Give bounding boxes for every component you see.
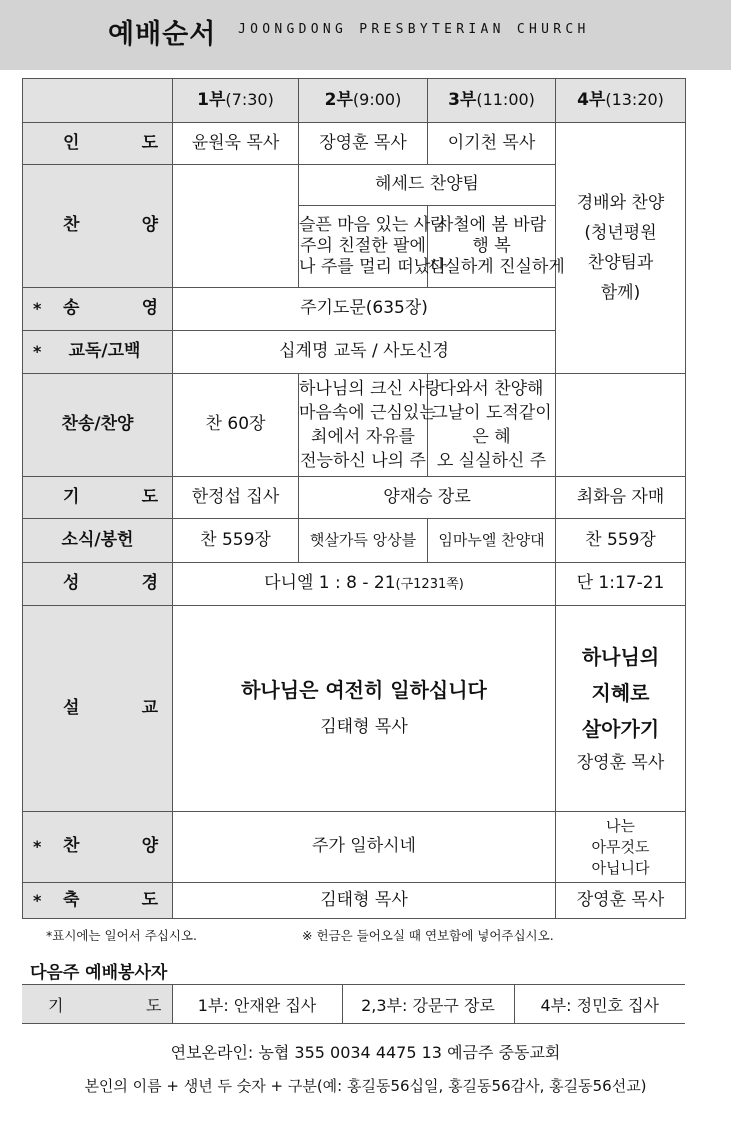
offering-row	[23, 519, 686, 563]
next-week-table	[22, 984, 685, 1024]
next-week-prayer-label: 기 도	[22, 985, 172, 1024]
offering-s3: 임마누엘 찬양대	[428, 519, 556, 563]
service-2-header: 2부(9:00)	[299, 79, 428, 123]
next-week-s1: 1부: 안재완 집사	[172, 985, 342, 1024]
hymn-label: 찬송/찬양	[23, 374, 173, 477]
benediction-label: * 축 도	[23, 883, 173, 919]
prayer-s1: 한정섭 집사	[173, 477, 299, 519]
invocation-s1: 윤원욱 목사	[173, 123, 299, 165]
hymn-s4-empty	[556, 374, 686, 477]
prayer-s23: 양재승 장로	[299, 477, 556, 519]
offering-s1: 찬 559장	[173, 519, 299, 563]
next-week-title: 다음주 예배봉사자	[30, 963, 168, 983]
online-offering-instructions: 본인의 이름 + 생년 두 숫자 + 구분(예: 홍길동56십일, 홍길동56감사, 홍길동56선교)	[84, 1077, 647, 1095]
doxology-value: 주기도문(635장)	[173, 288, 556, 331]
next-week-s23: 2,3부: 강문구 장로	[342, 985, 514, 1024]
service-1-header: 1부(7:30)	[173, 79, 299, 123]
prayer-label: 기 도	[23, 477, 173, 519]
service-4-header: 4부(13:20)	[556, 79, 686, 123]
scripture-s4: 단 1:17-21	[556, 563, 686, 606]
closing-hymn-s4: 나는 아무것도 아닙니다	[556, 812, 686, 883]
scripture-value: 다니엘 1 : 8 - 21(구1231쪽)	[173, 563, 556, 606]
service-header-row	[23, 79, 686, 123]
sermon-label: 설 교	[23, 606, 173, 812]
offering-s2: 햇살가득 앙상블	[299, 519, 428, 563]
next-week-prayer-row	[22, 985, 685, 1024]
closing-hymn-row	[23, 812, 686, 883]
invocation-label: 인 도	[23, 123, 173, 165]
scripture-row	[23, 563, 686, 606]
offering-label: 소식/봉헌	[23, 519, 173, 563]
invocation-row	[23, 123, 686, 165]
benediction-row	[23, 883, 686, 919]
page-title: 예배순서	[108, 19, 217, 50]
invocation-s3: 이기천 목사	[428, 123, 556, 165]
benediction-s4: 장영훈 목사	[556, 883, 686, 919]
worship-order-table	[22, 78, 686, 919]
closing-hymn-value: 주가 일하시네	[173, 812, 556, 883]
praise-s2-songs: 슬픈 마음 있는 사람 주의 친절한 팔에 나 주를 멀리 떠났다	[299, 206, 428, 288]
closing-hymn-label: * 찬 양	[23, 812, 173, 883]
doxology-label: * 송 영	[23, 288, 173, 331]
offering-s4: 찬 559장	[556, 519, 686, 563]
scripture-label: 성 경	[23, 563, 173, 606]
sermon-pastor: 김태형 목사	[320, 717, 408, 738]
prayer-s4: 최화음 자매	[556, 477, 686, 519]
hymn-s3-songs: 다와서 찬양해 그날이 도적같이 은 혜 오 실실하신 주	[428, 374, 556, 477]
header-blank-cell	[23, 79, 173, 123]
creed-value: 십계명 교독 / 사도신경	[173, 331, 556, 374]
sermon-title: 하나님은 여전히 일하십니다	[241, 678, 487, 703]
praise-label: 찬 양	[23, 165, 173, 288]
service-3-header: 3부(11:00)	[428, 79, 556, 123]
invocation-s2: 장영훈 목사	[299, 123, 428, 165]
online-offering-account: 연보온라인: 농협 355 0034 4475 13 예금주 중동교회	[170, 1043, 561, 1062]
sermon-row	[23, 606, 686, 812]
sermon-main	[173, 606, 556, 812]
hymn-s1: 찬 60장	[173, 374, 299, 477]
praise-s3-songs: 사철에 봄 바람 행 복 신실하게 진실하게	[428, 206, 556, 288]
sermon-s4: 하나님의 지혜로 살아가기 장영훈 목사	[556, 606, 686, 812]
standing-note: *표시에는 일어서 주십시오.	[46, 928, 197, 943]
creed-label: * 교독/고백	[23, 331, 173, 374]
next-week-s4: 4부: 정민호 집사	[514, 985, 685, 1024]
church-name: JOONGDONG PRESBYTERIAN CHURCH	[238, 22, 590, 37]
hymn-row	[23, 374, 686, 477]
praise-s1-empty	[173, 165, 299, 288]
page-header	[0, 0, 731, 70]
service-4-praise: 경배와 찬양 (청년평원 찬양팀과 함께)	[556, 123, 686, 374]
prayer-row	[23, 477, 686, 519]
benediction-value: 김태형 목사	[173, 883, 556, 919]
praise-team: 헤세드 찬양팀	[299, 165, 556, 206]
offering-note: ※ 헌금은 들어오실 때 연보함에 넣어주십시오.	[302, 928, 554, 943]
hymn-s2-songs: 하나님의 크신 사랑 마음속에 근심있는 최에서 자유를 전능하신 나의 주	[299, 374, 428, 477]
